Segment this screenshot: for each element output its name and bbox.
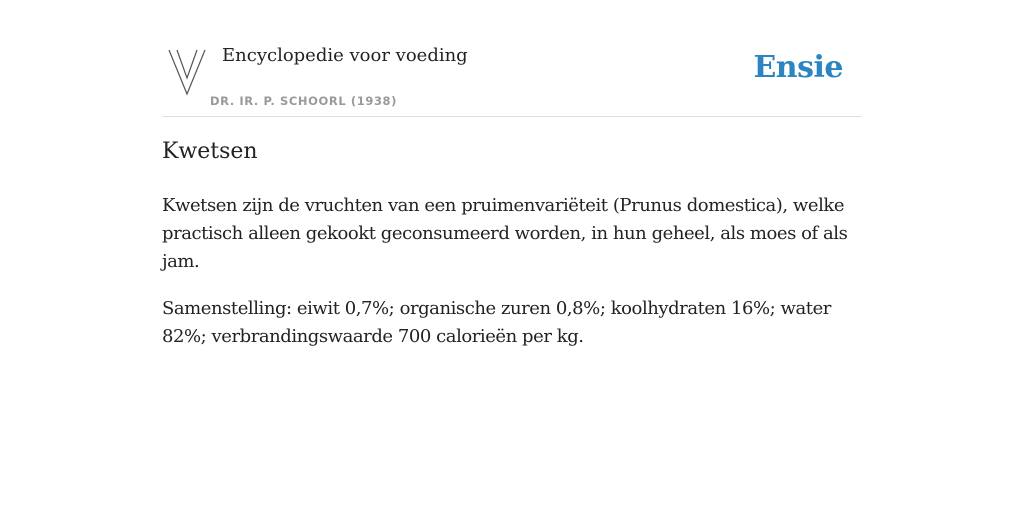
ensie-brand-link[interactable]: Ensie xyxy=(753,50,843,85)
entry-paragraph-composition: Samenstelling: eiwit 0,7%; organische zuren 0,8%; koolhydraten 16%; water 82%; verbrandingswaarde 700 calorieën per kg. xyxy=(162,298,831,347)
entry-content xyxy=(162,192,874,370)
book-title: Encyclopedie voor voeding xyxy=(222,45,468,66)
v-logo-icon xyxy=(166,48,208,96)
book-author: DR. IR. P. SCHOORL (1938) xyxy=(210,94,398,108)
entry-paragraph-description: Kwetsen zijn de vruchten van een pruimenvariëteit (Prunus domestica), welke practisch alleen gekookt geconsumeerd worden, in hun geheel, als moes of als jam. xyxy=(162,195,848,272)
book-header xyxy=(162,0,862,117)
entry-title: Kwetsen xyxy=(162,139,258,164)
